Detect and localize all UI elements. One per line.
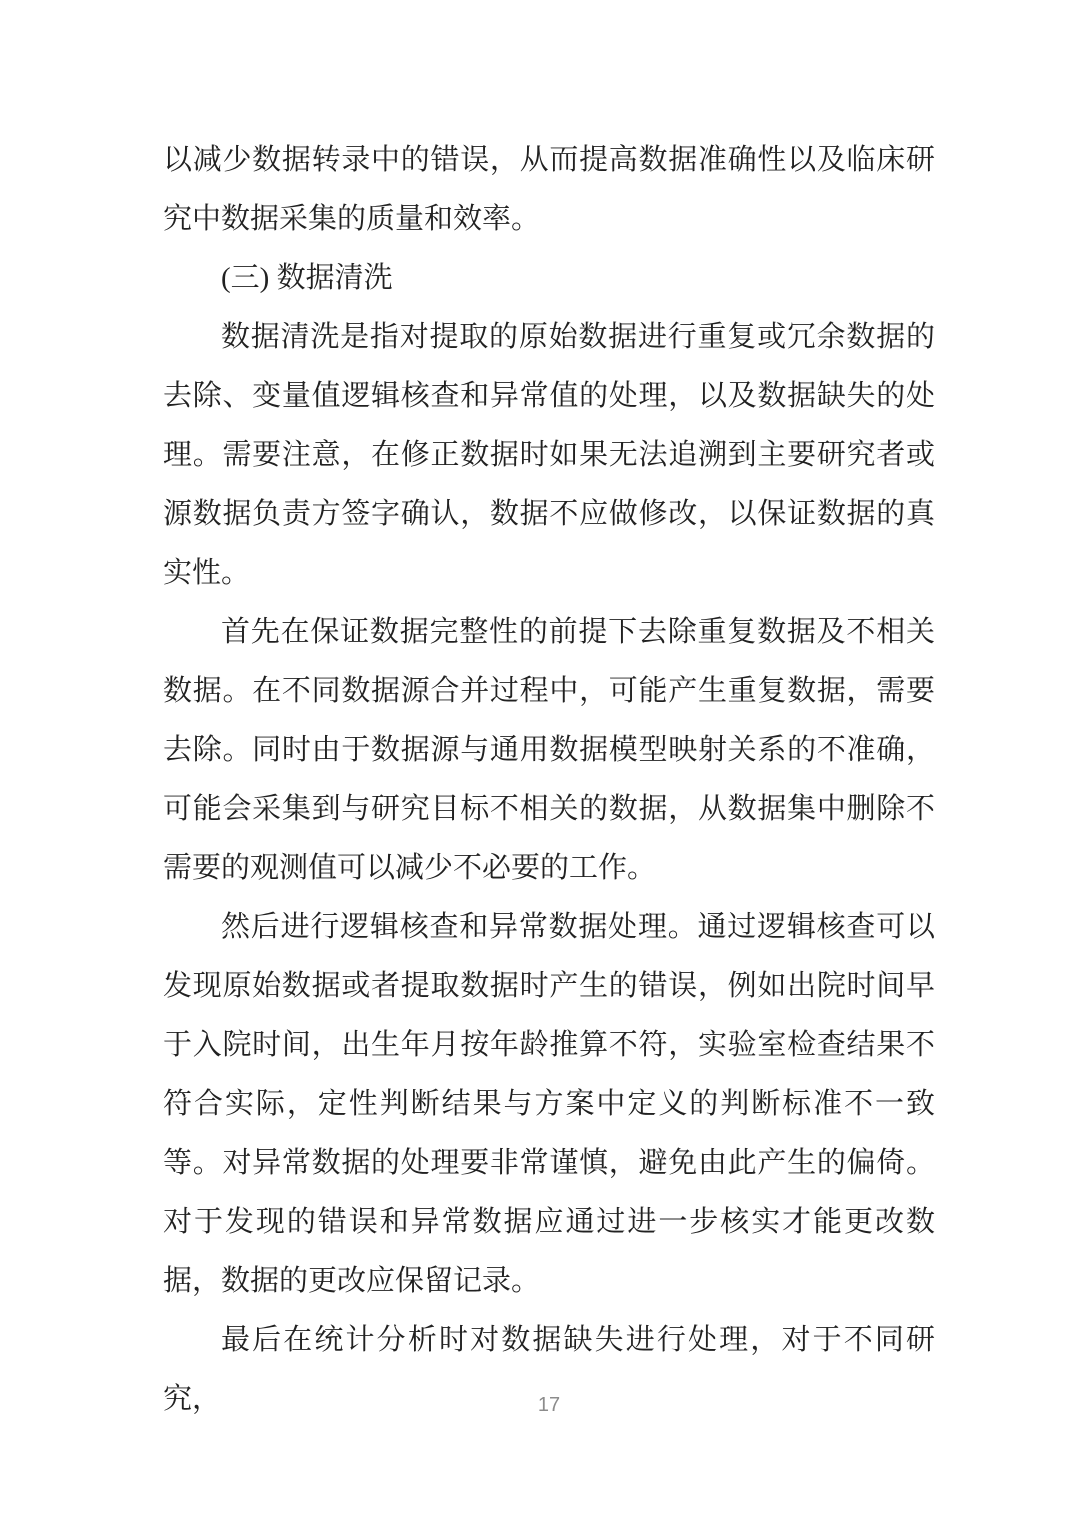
page-number: 17 [537,1394,561,1416]
paragraph: 首先在保证数据完整性的前提下去除重复数据及不相关数据。在不同数据源合并过程中，可能产生重复数据，需要去除。同时由于数据源与通用数据模型映射关系的不准确，可能会采集到与研究目标不相关的数据，从数据集中删除不需要的观测值可以减少不必要的工作。 [163,616,935,884]
paragraph: 数据清洗是指对提取的原始数据进行重复或冗余数据的去除、变量值逻辑核查和异常值的处理，以及数据缺失的处理。需要注意，在修正数据时如果无法追溯到主要研究者或源数据负责方签字确认，数据不应做修改，以保证数据的真实性。 [163,321,935,589]
section-heading: (三) 数据清洗 [221,262,393,294]
paragraph: 以减少数据转录中的错误，从而提高数据准确性以及临床研究中数据采集的质量和效率。 [163,144,935,235]
paragraph: 然后进行逻辑核查和异常数据处理。通过逻辑核查可以发现原始数据或者提取数据时产生的错误，例如出院时间早于入院时间，出生年月按年龄推算不符，实验室检查结果不符合实际，定性判断结果与方案中定义的判断标准不一致等。对异常数据的处理要非常谨慎，避免由此产生的偏倚。对于发现的错误和异常数据应通过进一步核实才能更改数据，数据的更改应保留记录。 [163,911,935,1297]
paragraph: 最后在统计分析时对数据缺失进行处理，对于不同研究， [163,1324,935,1415]
document-body [163,131,935,1429]
